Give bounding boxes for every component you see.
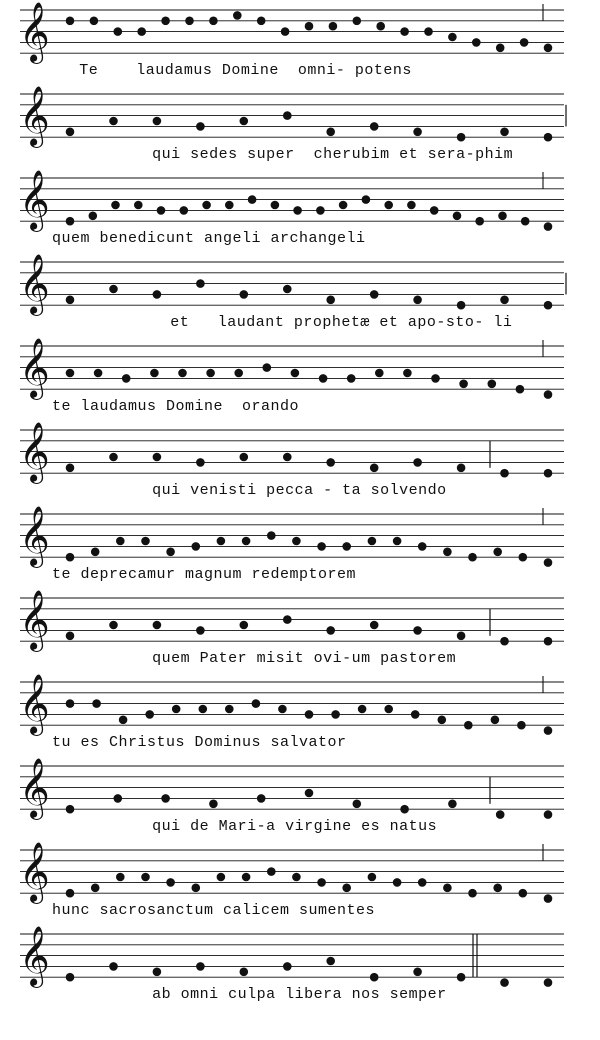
chant-system [0,760,600,846]
neume-note [544,978,553,987]
neume-note [209,17,218,26]
neume-note [418,542,427,551]
music-staff [0,88,600,146]
neume-note [472,38,481,47]
neume-note [109,285,118,294]
neume-note [496,810,505,819]
treble-clef-icon: 𝄞 [19,842,50,902]
neume-note [411,710,420,719]
neume-note [145,710,154,719]
music-staff [0,508,600,566]
neume-note [153,290,162,299]
neume-note [342,542,351,551]
neume-note [240,621,249,630]
lyric-line: et laudant prophetæ et apo-sto- li [170,314,513,331]
neume-note [544,558,553,567]
neume-note [109,117,118,126]
chant-system [0,88,600,174]
neume-note [199,705,208,714]
neume-note [233,11,242,20]
neume-note [491,716,500,725]
neume-note [457,973,466,982]
music-staff [0,172,600,230]
treble-clef-icon: 𝄞 [19,926,50,986]
neume-note [109,621,118,630]
neume-note [544,133,553,142]
chant-system [0,172,600,258]
neume-note [161,17,170,26]
neume-note [180,206,189,215]
neume-note [353,17,362,26]
lyric-line: tu es Christus Dominus salvator [52,734,347,751]
neume-note [413,968,422,977]
neume-note [116,537,125,546]
neume-note [292,537,301,546]
neume-note [319,374,328,383]
neume-note [493,548,502,557]
neume-note [109,453,118,462]
neume-note [459,380,468,389]
neume-note [431,374,440,383]
neume-note [137,27,146,36]
treble-clef-icon: 𝄞 [19,254,50,314]
neume-note [278,705,287,714]
neume-note [430,206,439,215]
neume-note [114,794,123,803]
neume-note [305,710,314,719]
neume-note [500,296,509,305]
neume-note [368,873,377,882]
neume-note [281,27,290,36]
neume-note [66,217,75,226]
neume-note [293,206,302,215]
neume-note [178,369,187,378]
neume-note [326,458,335,467]
neume-note [317,542,326,551]
neume-note [370,290,379,299]
lyric-line: ab omni culpa libera nos semper [152,986,447,1003]
neume-note [498,212,507,221]
neume-note [500,637,509,646]
neume-note [66,699,75,708]
neume-note [209,800,218,809]
lyric-line: te deprecamur magnum redemptorem [52,566,357,583]
neume-note [457,301,466,310]
neume-note [362,195,371,204]
neume-note [153,117,162,126]
neume-note [443,884,452,893]
neume-note [519,553,528,562]
neume-note [141,537,150,546]
neume-note [544,637,553,646]
chant-system [0,844,600,930]
neume-note [292,873,301,882]
music-staff [0,424,600,482]
neume-note [413,458,422,467]
neume-note [453,212,462,221]
neume-note [517,721,526,730]
neume-note [240,453,249,462]
neume-note [544,726,553,735]
chant-system [0,508,600,594]
neume-note [91,884,100,893]
neume-note [544,44,553,53]
music-staff [0,592,600,650]
neume-note [263,363,272,372]
neume-note [326,296,335,305]
lyric-line: Te laudamus Domine omni- potens [79,62,412,79]
neume-note [66,973,75,982]
neume-note [196,122,205,131]
neume-note [283,962,292,971]
neume-note [424,27,433,36]
neume-note [192,542,201,551]
neume-note [94,369,103,378]
neume-note [89,212,98,221]
neume-note [316,206,325,215]
neume-note [141,873,150,882]
neume-note [150,369,159,378]
neume-note [488,380,497,389]
chant-system [0,592,600,678]
neume-note [384,705,393,714]
neume-note [271,201,280,210]
neume-note [500,978,509,987]
neume-note [413,626,422,635]
neume-note [331,710,340,719]
neume-note [544,222,553,231]
neume-note [283,111,292,120]
neume-note [196,962,205,971]
neume-note [521,217,530,226]
neume-note [242,873,251,882]
chant-system [0,256,600,342]
music-staff [0,760,600,818]
neume-note [157,206,166,215]
neume-note [375,369,384,378]
neume-note [393,878,402,887]
neume-note [544,301,553,310]
neume-note [90,17,99,26]
music-staff [0,844,600,902]
neume-note [544,469,553,478]
neume-note [225,705,234,714]
neume-note [347,374,356,383]
neume-note [192,884,201,893]
neume-note [496,44,505,53]
neume-note [161,794,170,803]
neume-note [252,699,261,708]
neume-note [134,201,143,210]
neume-note [407,201,416,210]
neume-note [283,453,292,462]
neume-note [153,621,162,630]
neume-note [353,800,362,809]
chant-system [0,676,600,762]
neume-note [66,17,75,26]
lyric-line: qui sedes super cherubim et sera-phim [152,146,514,163]
neume-note [111,201,120,210]
neume-note [500,128,509,137]
neume-note [393,537,402,546]
neume-note [326,957,335,966]
neume-note [66,805,75,814]
neume-note [217,873,226,882]
neume-note [283,615,292,624]
neume-note [66,553,75,562]
neume-note [403,369,412,378]
neume-note [240,968,249,977]
treble-clef-icon: 𝄞 [19,674,50,734]
neume-note [370,464,379,473]
neume-note [457,133,466,142]
neume-note [326,128,335,137]
neume-note [358,705,367,714]
neume-note [418,878,427,887]
neume-note [370,621,379,630]
neume-note [240,117,249,126]
neume-note [305,789,314,798]
music-staff [0,928,600,986]
neume-note [66,128,75,137]
neume-note [116,873,125,882]
neume-note [66,296,75,305]
neume-note [468,553,477,562]
treble-clef-icon: 𝄞 [19,506,50,566]
neume-note [153,968,162,977]
neume-note [66,632,75,641]
neume-note [66,889,75,898]
neume-note [493,884,502,893]
treble-clef-icon: 𝄞 [19,86,50,146]
neume-note [448,800,457,809]
neume-note [413,128,422,137]
neume-note [196,279,205,288]
neume-note [376,22,385,31]
neume-note [196,458,205,467]
lyric-line: te laudamus Domine orando [52,398,300,415]
chant-system [0,424,600,510]
neume-note [122,374,131,383]
neume-note [413,296,422,305]
neume-note [457,464,466,473]
neume-note [317,878,326,887]
neume-note [172,705,181,714]
neume-note [185,17,194,26]
music-staff [0,4,600,62]
neume-note [468,889,477,898]
treble-clef-icon: 𝄞 [19,338,50,398]
neume-note [500,469,509,478]
chant-system [0,4,600,90]
neume-note [196,626,205,635]
neume-note [267,531,276,540]
neume-note [166,878,175,887]
neume-note [234,369,243,378]
neume-note [457,632,466,641]
neume-note [153,453,162,462]
neume-note [400,805,409,814]
neume-note [520,38,529,47]
music-staff [0,340,600,398]
neume-note [475,217,484,226]
neume-note [206,369,215,378]
neume-note [66,369,75,378]
treble-clef-icon: 𝄞 [19,590,50,650]
neume-note [305,22,314,31]
neume-note [342,884,351,893]
neume-note [326,626,335,635]
neume-note [329,22,338,31]
lyric-line: qui venisti pecca - ta solvendo [152,482,447,499]
neume-note [109,962,118,971]
neume-note [92,699,101,708]
neume-note [370,122,379,131]
neume-note [240,290,249,299]
treble-clef-icon: 𝄞 [19,2,50,62]
neume-note [438,716,447,725]
neume-note [267,867,276,876]
music-staff [0,676,600,734]
lyric-line: qui de Mari-a virgine es natus [152,818,438,835]
chant-system [0,340,600,426]
neume-note [519,889,528,898]
neume-note [516,385,525,394]
treble-clef-icon: 𝄞 [19,422,50,482]
neume-note [114,27,123,36]
chant-system [0,928,600,1014]
neume-note [400,27,409,36]
neume-note [242,537,251,546]
neume-note [339,201,348,210]
neume-note [443,548,452,557]
neume-note [370,973,379,982]
neume-note [225,201,234,210]
neume-note [544,810,553,819]
neume-note [283,285,292,294]
music-staff [0,256,600,314]
lyric-line: quem benedicunt angeli archangeli [52,230,366,247]
lyric-line: hunc sacrosanctum calicem sumentes [52,902,376,919]
neume-note [464,721,473,730]
neume-note [217,537,226,546]
lyric-line: quem Pater misit ovi-um pastorem [152,650,457,667]
neume-note [91,548,100,557]
neume-note [368,537,377,546]
neume-note [119,716,128,725]
treble-clef-icon: 𝄞 [19,758,50,818]
neume-note [544,894,553,903]
neume-note [166,548,175,557]
treble-clef-icon: 𝄞 [19,170,50,230]
neume-note [248,195,257,204]
neume-note [544,390,553,399]
neume-note [66,464,75,473]
neume-note [384,201,393,210]
neume-note [448,33,457,42]
neume-note [291,369,300,378]
neume-note [257,794,266,803]
neume-note [202,201,211,210]
neume-note [257,17,266,26]
